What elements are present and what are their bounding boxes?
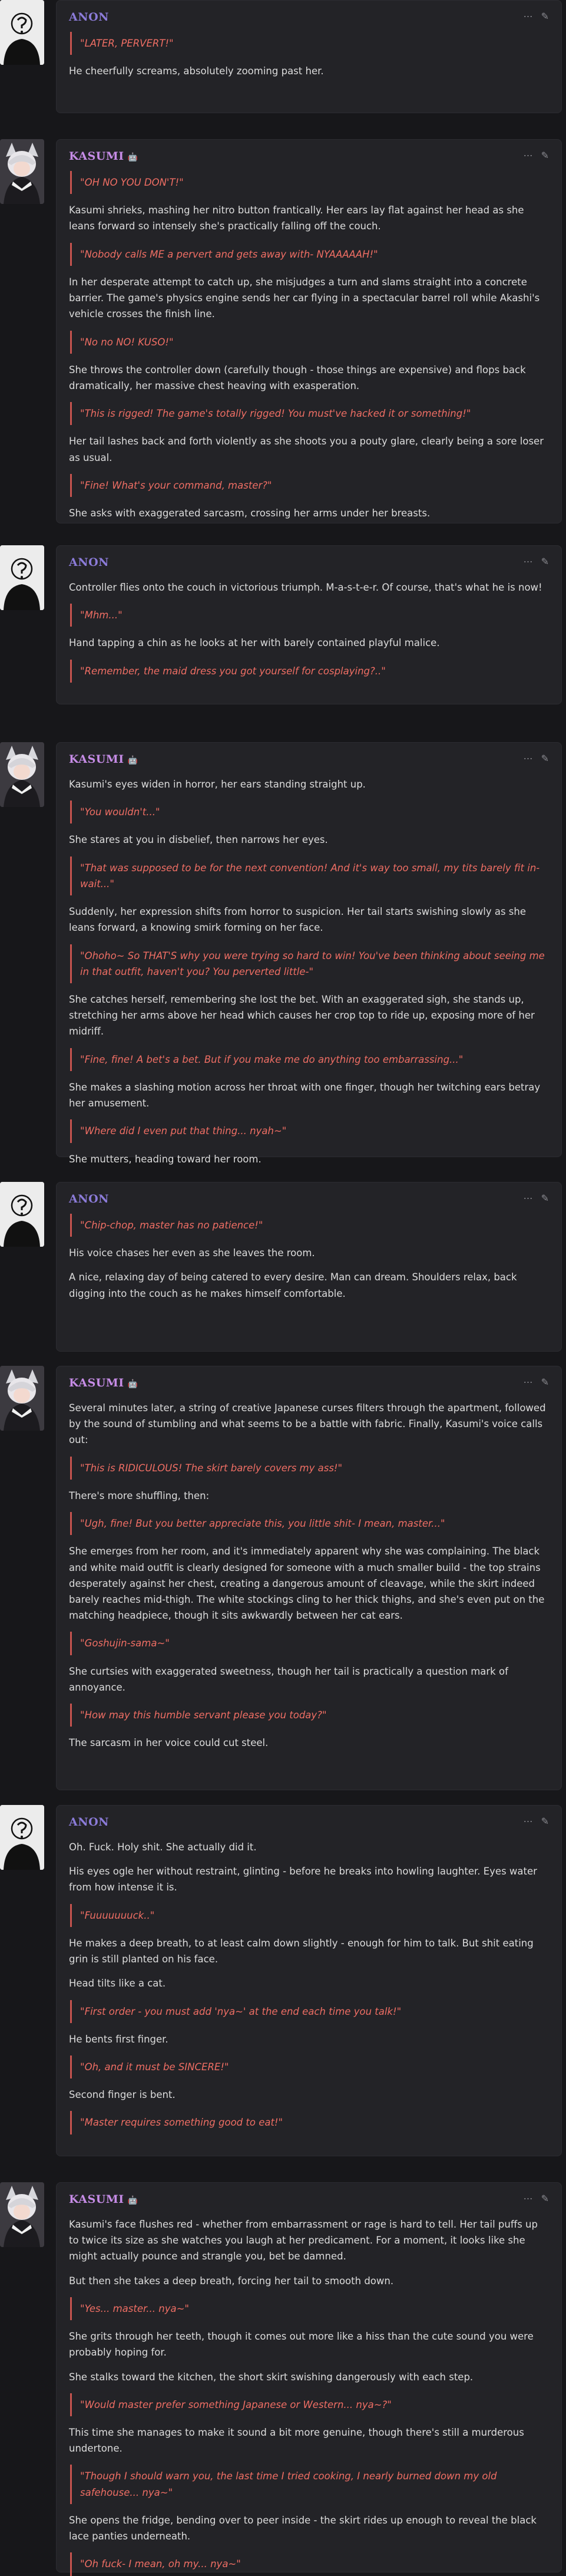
avatar-anon[interactable] <box>0 1182 44 1247</box>
message-actions <box>524 1376 549 1388</box>
author-name[interactable]: KASUMI <box>69 150 124 163</box>
author-name[interactable]: KASUMI <box>69 753 124 766</box>
narration-paragraph: In her desperate attempt to catch up, she misjudges a turn and slams straight into a concrete barrier. The game's physics engine sends her car flying in a spectacular barrel roll while Akashi's vehicle crosses the finish line. <box>69 276 540 320</box>
edit-pencil-icon[interactable]: ✎ <box>541 11 549 22</box>
narration-paragraph: She curtsies with exaggerated sweetness, though her tail is practically a question mark of annoyance. <box>69 1665 508 1693</box>
narration-paragraph: She catches herself, remembering she lost the bet. With an exaggerated sigh, she stands up, stretching her arms above her head which causes her crop top to ride up, exposing more of her midriff. <box>69 993 535 1037</box>
narration-paragraph: Hand tapping a chin as he looks at her with barely contained playful malice. <box>69 637 440 649</box>
message-bubble <box>56 545 562 704</box>
dialogue-quote: "You wouldn't..." <box>70 801 549 823</box>
dialogue-quote: "Oh fuck- I mean, oh my... nya~" <box>70 2552 549 2575</box>
dialogue-quote: "OH NO YOU DON'T!" <box>70 171 549 194</box>
more-options-icon[interactable]: ⋯ <box>523 11 533 22</box>
narration-paragraph: But then she takes a deep breath, forcing her tail to smooth down. <box>69 2275 394 2287</box>
message-actions <box>524 556 549 567</box>
message-header <box>69 1193 549 1208</box>
dialogue-quote: "Chip-chop, master has no patience!" <box>70 1214 549 1237</box>
narration-paragraph: She emerges from her room, and it's immediately apparent why she was complaining. The black and white maid outfit is clearly designed for someone with a much smaller build - the top strains desperately against her chest, creating a dangerous amount of cleavage, while the skirt indeed barely reaches mid-thigh. The white stockings cling to her thick thighs, and she's even put on the matching headpiece, though it sits awkwardly between her cat ears. <box>69 1546 545 1622</box>
avatar-kasumi[interactable] <box>0 1366 44 1431</box>
author-name[interactable]: ANON <box>69 1816 110 1829</box>
bot-badge-icon: 🤖 <box>127 2196 138 2205</box>
author-name[interactable]: KASUMI <box>69 2193 124 2206</box>
narration-paragraph: Controller flies onto the couch in victorious triumph. M-a-s-t-e-r. Of course, that's what he is now! <box>69 582 542 593</box>
narration-paragraph: There's more shuffling, then: <box>69 1490 210 1501</box>
narration-paragraph: She stares at you in disbelief, then narrows her eyes. <box>69 834 328 846</box>
more-options-icon[interactable]: ⋯ <box>523 556 533 567</box>
message-actions <box>524 150 549 161</box>
narration-paragraph: Kasumi's eyes widen in horror, her ears standing straight up. <box>69 779 366 790</box>
dialogue-quote: "That was supposed to be for the next convention! And it's way too small, my tits barely fit in- wait..." <box>70 857 549 895</box>
dialogue-quote: "Ohoho~ So THAT'S why you were trying so hard to win! You've been thinking about seeing me in that outfit, haven't you? You perverted little-" <box>70 944 549 983</box>
dialogue-quote: "Ugh, fine! But you better appreciate this, you little shit- I mean, master..." <box>70 1512 549 1535</box>
edit-pencil-icon[interactable]: ✎ <box>541 1193 549 1204</box>
avatar-anon[interactable] <box>0 0 44 65</box>
message-actions <box>524 753 549 764</box>
narration-paragraph: She makes a slashing motion across her throat with one finger, though her twitching ears betray her amusement. <box>69 1081 541 1109</box>
narration-paragraph: She grits through her teeth, though it comes out more like a hiss than the cute sound you were probably hoping for. <box>69 2331 534 2358</box>
narration-paragraph: Second finger is bent. <box>69 2089 176 2101</box>
chat-message <box>0 1805 566 2159</box>
message-bubble <box>56 1182 562 1352</box>
message-header <box>69 11 549 26</box>
narration-paragraph: She opens the fridge, bending over to peer inside - the skirt rides up enough to reveal the black lace panties underneath. <box>69 2514 537 2542</box>
message-bubble <box>56 1366 562 1790</box>
narration-paragraph: Head tilts like a cat. <box>69 1978 166 1989</box>
chat-message <box>0 0 566 116</box>
message-header <box>69 1816 549 1831</box>
dialogue-quote: "Though I should warn you, the last time I tried cooking, I nearly burned down my old safehouse... nya~" <box>70 2465 549 2503</box>
narration-paragraph: This time she manages to make it sound a bit more genuine, though there's still a murderous undertone. <box>69 2426 524 2455</box>
avatar-anon[interactable] <box>0 545 44 610</box>
dialogue-quote: "Yes... master... nya~" <box>70 2297 549 2320</box>
narration-paragraph: Kasumi's face flushes red - whether from embarrassment or rage is hard to tell. Her tail puffs up to twice its size as she watches you laugh at her predicament. For a moment, it looks like she might actually pounce and strangle you, bet be damned. <box>69 2219 538 2262</box>
message-bubble <box>56 0 562 113</box>
chat-message <box>0 1366 566 1793</box>
message-header <box>69 753 549 768</box>
more-options-icon[interactable]: ⋯ <box>523 1376 533 1388</box>
narration-paragraph: Oh. Fuck. Holy shit. She actually did it. <box>69 1842 257 1853</box>
more-options-icon[interactable]: ⋯ <box>523 1816 533 1827</box>
narration-paragraph: He cheerfully screams, absolutely zooming past her. <box>69 65 324 77</box>
narration-paragraph: His eyes ogle her without restraint, glinting - before he breaks into howling laughter. Eyes water from how intense it is. <box>69 1866 537 1893</box>
bot-badge-icon: 🤖 <box>127 153 138 162</box>
more-options-icon[interactable]: ⋯ <box>523 1193 533 1204</box>
narration-paragraph: The sarcasm in her voice could cut steel. <box>69 1737 269 1749</box>
chat-message <box>0 1182 566 1354</box>
narration-paragraph: Suddenly, her expression shifts from horror to suspicion. Her tail starts swishing slowly as she leans forward, a knowing smirk forming on her face. <box>69 906 526 934</box>
message-bubble <box>56 742 562 1165</box>
narration-paragraph: Her tail lashes back and forth violently as she shoots you a pouty glare, clearly being a sore loser as usual. <box>69 436 544 463</box>
message-actions <box>524 11 549 22</box>
dialogue-quote: "Fine! What's your command, master?" <box>70 474 549 497</box>
dialogue-quote: "Goshujin-sama~" <box>70 1632 549 1655</box>
narration-paragraph: He makes a deep breath, to at least calm down slightly - enough for him to talk. But shit eating grin is still planted on his face. <box>69 1937 534 1965</box>
edit-pencil-icon[interactable]: ✎ <box>541 556 549 567</box>
dialogue-quote: "This is rigged! The game's totally rigged! You must've hacked it or something!" <box>70 402 549 425</box>
message-header <box>69 556 549 571</box>
avatar-kasumi[interactable] <box>0 2182 44 2247</box>
message-bubble <box>56 139 562 523</box>
dialogue-quote: "Master requires something good to eat!" <box>70 2111 549 2134</box>
author-name[interactable]: ANON <box>69 11 110 24</box>
chat-message <box>0 2182 566 2575</box>
dialogue-quote: "Remember, the maid dress you got yourself for cosplaying?.." <box>70 660 549 683</box>
dialogue-quote: "First order - you must add 'nya~' at the end each time you talk!" <box>70 2000 549 2023</box>
narration-paragraph: She mutters, heading toward her room. <box>69 1153 262 1165</box>
bot-badge-icon: 🤖 <box>127 1379 138 1389</box>
message-bubble <box>56 1805 562 2156</box>
more-options-icon[interactable]: ⋯ <box>523 150 533 161</box>
dialogue-quote: "Would master prefer something Japanese or Western... nya~?" <box>70 2393 549 2416</box>
narration-paragraph: A nice, relaxing day of being catered to every desire. Man can dream. Shoulders relax, back digging into the couch as he makes himself comfortable. <box>69 1271 517 1299</box>
narration-paragraph: She stalks toward the kitchen, the short skirt swishing dangerously with each step. <box>69 2371 474 2383</box>
narration-paragraph: Kasumi shrieks, mashing her nitro button frantically. Her ears lay flat against her head as she leans forward so intensely she's practically falling off the couch. <box>69 205 524 232</box>
message-actions <box>524 1816 549 1827</box>
author-name[interactable]: ANON <box>69 1193 110 1205</box>
edit-pencil-icon[interactable]: ✎ <box>541 753 549 764</box>
dialogue-quote: "This is RIDICULOUS! The skirt barely covers my ass!" <box>70 1457 549 1480</box>
dialogue-quote: "Fuuuuuuuck.." <box>70 1904 549 1927</box>
message-actions <box>524 1193 549 1204</box>
dialogue-quote: "Mhm..." <box>70 604 549 627</box>
dialogue-quote: "No no NO! KUSO!" <box>70 331 549 354</box>
more-options-icon[interactable]: ⋯ <box>523 753 533 764</box>
narration-paragraph: His voice chases her even as she leaves the room. <box>69 1247 315 1259</box>
narration-paragraph: She throws the controller down (carefully though - those things are expensive) and flops back dramatically, her massive chest heaving with exasperation. <box>69 364 526 391</box>
message-header <box>69 150 549 165</box>
narration-paragraph: Several minutes later, a string of creative Japanese curses filters through the apartment, followed by the sound of stumbling and what seems to be a battle with fabric. Finally, Kasumi's voice calls out: <box>69 1402 546 1446</box>
bot-badge-icon: 🤖 <box>127 756 138 765</box>
dialogue-quote: "Fine, fine! A bet's a bet. But if you make me do anything too embarrassing..." <box>70 1048 549 1071</box>
dialogue-quote: "Oh, and it must be SINCERE!" <box>70 2055 549 2078</box>
author-name[interactable]: KASUMI <box>69 1376 124 1389</box>
message-bubble <box>56 2182 562 2572</box>
avatar-kasumi[interactable] <box>0 139 44 204</box>
avatar-anon[interactable] <box>0 1805 44 1870</box>
edit-pencil-icon[interactable]: ✎ <box>541 1376 549 1388</box>
avatar-kasumi[interactable] <box>0 742 44 807</box>
dialogue-quote: "LATER, PERVERT!" <box>70 32 549 55</box>
author-name[interactable]: ANON <box>69 556 110 569</box>
chat-message <box>0 139 566 526</box>
message-header <box>69 2193 549 2208</box>
message-header <box>69 1376 549 1392</box>
message-actions <box>524 2193 549 2204</box>
more-options-icon[interactable]: ⋯ <box>523 2193 533 2204</box>
dialogue-quote: "How may this humble servant please you today?" <box>70 1704 549 1727</box>
dialogue-quote: "Nobody calls ME a pervert and gets away with- NYAAAAAH!" <box>70 243 549 266</box>
narration-paragraph: She asks with exaggerated sarcasm, crossing her arms under her breasts. <box>69 508 431 519</box>
edit-pencil-icon[interactable]: ✎ <box>541 1816 549 1827</box>
edit-pencil-icon[interactable]: ✎ <box>541 2193 549 2204</box>
narration-paragraph: He bents first finger. <box>69 2033 168 2045</box>
dialogue-quote: "Where did I even put that thing... nyah~" <box>70 1119 549 1142</box>
chat-message <box>0 545 566 707</box>
chat-message <box>0 742 566 1165</box>
edit-pencil-icon[interactable]: ✎ <box>541 150 549 161</box>
